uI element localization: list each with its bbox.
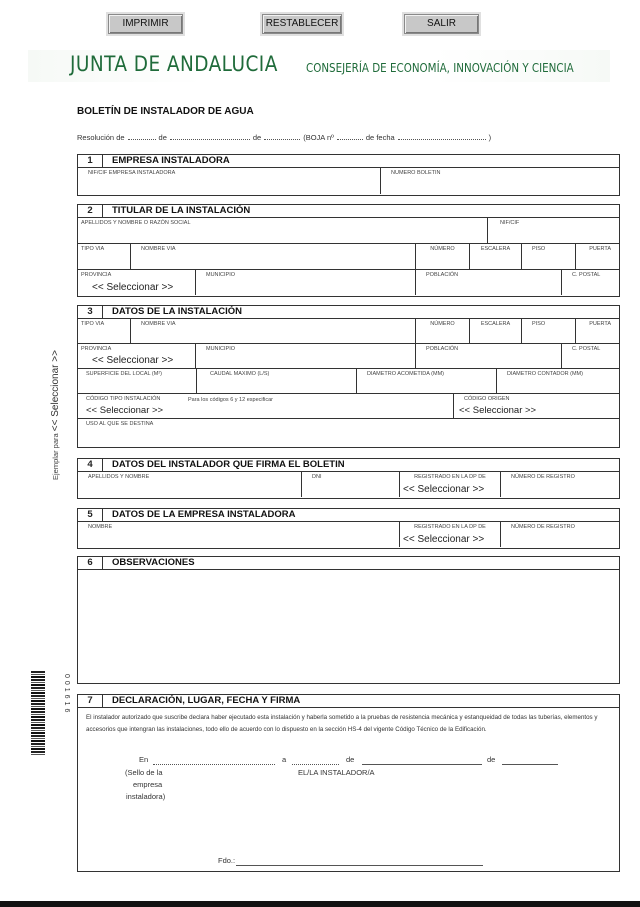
resolution-de: de [252,133,262,142]
instalador-registrado-select[interactable] [400,472,501,497]
field-label: NUMERO BOLETIN [391,170,441,176]
observaciones-textarea[interactable] [78,570,619,682]
print-button[interactable]: IMPRIMIR [108,14,183,34]
field-label: MUNICIPIO [206,346,236,352]
resolution-field-3[interactable] [264,132,300,140]
fecha-label: de fecha [365,133,395,142]
inst-municipio-field[interactable] [196,344,416,368]
poblacion-field[interactable] [416,270,562,295]
inst-cpostal-field[interactable] [562,344,619,368]
section-header [78,557,619,570]
firma-field[interactable] [236,859,483,866]
section-title: DATOS DE LA INSTALACIÓN [112,306,243,317]
field-label: NIF/CIF EMPRESA INSTALADORA [88,170,176,176]
sello-label: (Sello de la [125,768,163,777]
inst-tipo-via-field[interactable] [78,319,131,343]
field-label: NOMBRE VIA [141,246,176,252]
section-number: 4 [78,459,103,471]
section-empresa-datos [77,508,620,549]
lugar-field[interactable] [153,757,275,765]
boja-label: (BOJA nº [303,133,334,142]
exit-button[interactable]: SALIR [404,14,479,34]
inst-numero-field[interactable] [416,319,470,343]
nif-empresa-field[interactable] [78,168,381,194]
superficie-field[interactable] [78,369,197,393]
numero-field[interactable] [416,244,470,269]
section-header [78,205,619,218]
field-label: DIAMETRO ACOMETIDA (MM) [367,371,444,377]
section-header [78,459,619,472]
codigo-origen-select-value[interactable]: << Seleccionar >> [459,405,537,416]
diametro-acometida-field[interactable] [357,369,497,393]
empresa-num-registro-field[interactable] [501,522,619,547]
section-title: DATOS DE LA EMPRESA INSTALADORA [112,509,296,520]
resolution-de: de [158,133,167,142]
empresa-registrado-select[interactable] [400,522,501,547]
de-label-2: de [487,755,496,764]
barcode-icon [31,671,45,755]
declaration-text: El instalador autorizado que suscribe declara haber ejecutado esta instalación y haberla sometido a la pruebas de resistencia mecánica y estanqueidad de todas las tuberías, elementos y accesorios que intengran las instalaciones, todo ello de acuerdo con lo dispuesto en la sección HS-4 del vigente Código Técnico de la Edificación. [86,714,598,733]
cpostal-field[interactable] [562,270,619,295]
field-label: C. POSTAL [572,346,601,352]
section-header [78,155,619,168]
signature-area [78,736,619,871]
inst-escalera-field[interactable] [470,319,522,343]
section-header [78,306,619,319]
field-label: PISO [532,321,546,327]
field-label: MUNICIPIO [206,272,236,278]
field-label: POBLACIÓN [426,272,459,278]
department-name: CONSEJERÍA DE ECONOMÍA, INNOVACIÓN Y CIENCIA [306,61,574,75]
field-label: REGISTRADO EN LA DP DE [414,474,486,480]
copy-for-label [50,350,61,480]
field-label: NÚMERO [430,321,455,327]
resolution-label: Resolución de [77,133,125,142]
document-title: BOLETÍN DE INSTALADOR DE AGUA [77,106,254,117]
empresa-nombre-field[interactable] [78,522,400,547]
instalador-label: EL/LA INSTALADOR/A [298,768,375,777]
field-label: C. POSTAL [572,272,601,278]
codigo-tipo-select-value[interactable]: << Seleccionar >> [86,405,164,416]
field-label: POBLACIÓN [426,346,459,352]
en-label: En [139,755,149,764]
codigo-tipo-select[interactable] [78,394,454,418]
de-label-1: de [346,755,355,764]
instalador-nombre-field[interactable] [78,472,302,497]
resolution-field-1[interactable] [128,132,156,140]
barcode-digits: 001616 [63,674,70,716]
field-label: USO AL QUE SE DESTINA [86,421,154,427]
section-title: EMPRESA INSTALADORA [112,155,230,166]
field-label: SUPERFICIE DEL LOCAL (M²) [86,371,162,377]
resolution-field-2[interactable] [170,132,250,140]
inst-provincia-select[interactable] [78,344,196,368]
caudal-field[interactable] [197,369,357,393]
titular-nif-field[interactable] [488,218,619,243]
inst-piso-field[interactable] [522,319,576,343]
field-label: DIAMETRO CONTADOR (MM) [507,371,583,377]
section-number: 3 [78,306,103,318]
field-label: PISO [532,246,546,252]
section-title: TITULAR DE LA INSTALACIÓN [112,205,251,216]
numero-boletin-field[interactable] [381,168,619,194]
section-number: 2 [78,205,103,217]
resolution-line [77,132,491,142]
section-title: OBSERVACIONES [112,557,195,568]
mes-field[interactable] [362,757,482,765]
field-label: NIF/CIF [500,220,520,226]
instalador-num-registro-field[interactable] [501,472,619,497]
field-label: APELLIDOS Y NOMBRE [88,474,150,480]
field-label: TIPO VIA [81,321,105,327]
tipo-via-field[interactable] [78,244,131,269]
uso-field[interactable] [78,419,619,445]
field-label: NOMBRE [88,524,113,530]
field-label: CAUDAL MAXIMO (L/S) [210,371,270,377]
fdo-label: Fdo.: [218,856,236,865]
section-number: 6 [78,557,103,569]
section-empresa-instaladora [77,154,620,196]
section-datos-instalador [77,458,620,499]
field-label: PUERTA [589,246,611,252]
piso-field[interactable] [522,244,576,269]
section-number: 1 [78,155,103,167]
field-label: NÚMERO DE REGISTRO [511,524,575,530]
sello-label-2: empresa [133,780,163,789]
municipio-field[interactable] [196,270,416,295]
section-header [78,509,619,522]
codigo-hint: Para los códigos 6 y 12 especificar [188,397,273,403]
copy-for-select[interactable]: << Seleccionar >> [50,350,61,432]
field-label: PUERTA [589,321,611,327]
field-label: CÓDIGO TIPO INSTALACIÓN [86,396,161,402]
section-number: 5 [78,509,103,521]
inst-provincia-select-value[interactable]: << Seleccionar >> [92,355,174,366]
puerta-field[interactable] [576,244,619,269]
anio-field[interactable] [502,757,558,765]
provincia-select-value[interactable]: << Seleccionar >> [92,282,174,293]
field-label: NÚMERO DE REGISTRO [511,474,575,480]
copy-for-prefix: Ejemplar para [51,433,60,480]
section-title: DECLARACIÓN, LUGAR, FECHA Y FIRMA [112,695,301,706]
nombre-via-field[interactable] [131,244,416,269]
section-titular [77,204,620,297]
field-label: APELLIDOS Y NOMBRE O RAZÓN SOCIAL [81,220,191,226]
field-label: ESCALERA [480,246,511,252]
section-declaracion [77,694,620,872]
reset-button[interactable]: RESTABLECER [262,14,342,34]
instalador-registrado-select-value[interactable]: << Seleccionar >> [403,484,485,495]
field-label: DNI [312,474,322,480]
org-logo: JUNTA DE ANDALUCIA [70,52,278,76]
titular-nombre-field[interactable] [78,218,488,243]
fecha-field[interactable] [398,132,486,140]
dia-field[interactable] [292,757,339,765]
inst-puerta-field[interactable] [576,319,619,343]
diametro-contador-field[interactable] [497,369,619,393]
inst-nombre-via-field[interactable] [131,319,416,343]
resolution-close: ) [488,133,492,142]
field-label: REGISTRADO EN LA DP DE [414,524,486,530]
section-header [78,695,619,708]
field-label: PROVINCIA [81,272,112,278]
boja-number-field[interactable] [337,132,363,140]
section-title: DATOS DEL INSTALADOR QUE FIRMA EL BOLETIN [112,459,345,470]
field-label: NOMBRE VIA [141,321,176,327]
section-observaciones [77,556,620,684]
field-label: TIPO VIA [81,246,105,252]
field-label: ESCALERA [480,321,511,327]
field-label: NÚMERO [430,246,455,252]
empresa-registrado-select-value[interactable]: << Seleccionar >> [403,534,485,545]
field-label: PROVINCIA [81,346,112,352]
instalador-dni-field[interactable] [302,472,400,497]
section-datos-instalacion [77,305,620,448]
bottom-bar [0,901,640,907]
escalera-field[interactable] [470,244,522,269]
a-label: a [282,755,287,764]
codigo-origen-select[interactable] [454,394,619,418]
inst-poblacion-field[interactable] [416,344,562,368]
field-label: CÓDIGO ORIGEN [464,396,510,402]
section-number: 7 [78,695,103,707]
provincia-select[interactable] [78,270,196,295]
sello-label-3: instaladora) [126,792,166,801]
